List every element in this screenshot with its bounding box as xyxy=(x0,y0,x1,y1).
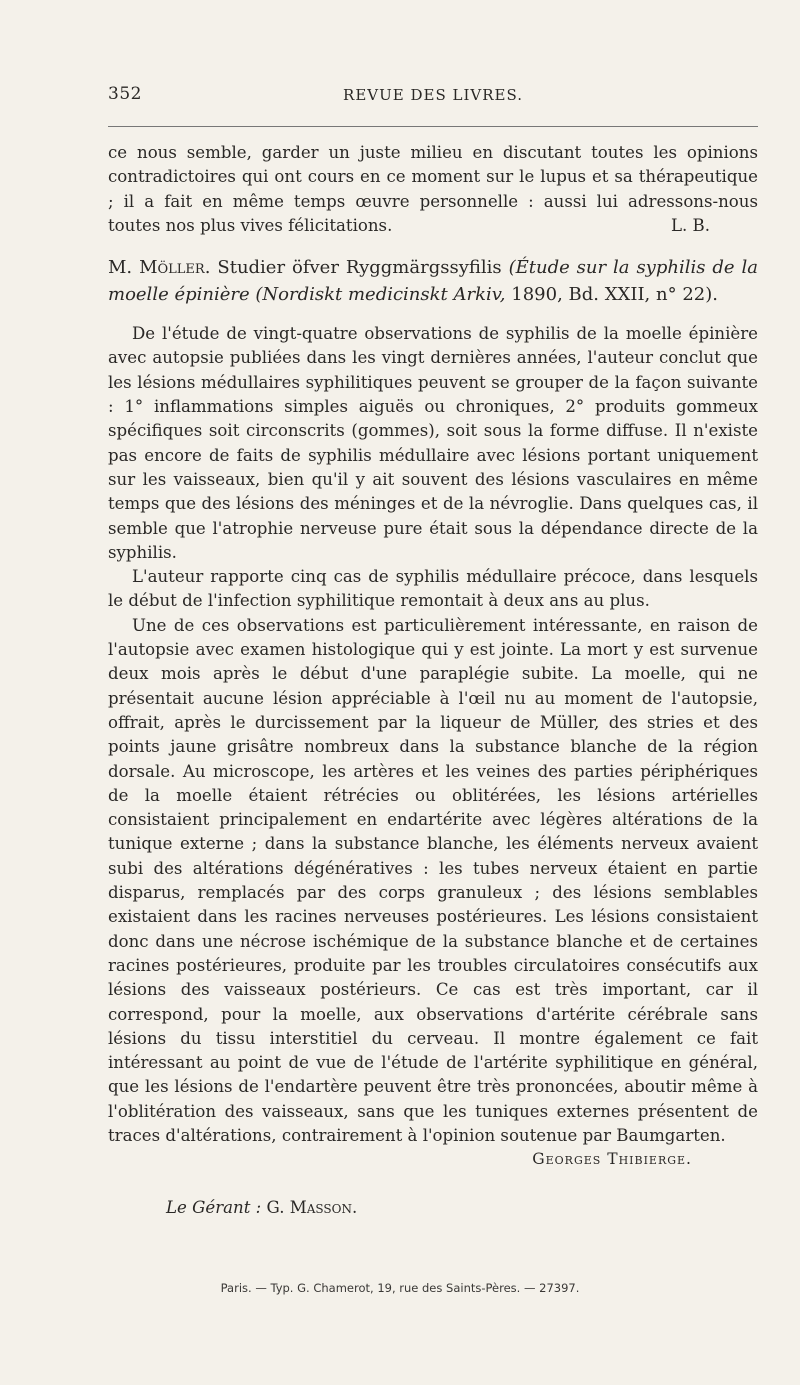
review-paragraph: L'auteur rapporte cinq cas de syphilis médullaire précoce, dans lesquels le début de l'infection syphilitique remontait à deux ans au plus. xyxy=(108,567,758,611)
previous-review-signature: L. B. xyxy=(670,215,710,235)
gerant-line xyxy=(166,1198,758,1217)
running-title: REVUE DES LIVRES. xyxy=(343,86,523,104)
review-paragraph: Une de ces observations est particulièrement intéressante, en raison de l'autopsie avec examen histologique qui y est jointe. La mort y est survenue deux mois après le début d'une paraplégie subite. La moelle, qui ne présentait aucune lésion appréciable à l'œil nu au moment de l'autopsie, offrait, après le durcissement par la liqueur de Müller, des stries et des points jaune grisâtre nombreux dans la substance blanche de la région dorsale. Au microscope, les artères et les veines des parties périphériques de la moelle étaient rétrécies ou oblitérées, les lésions artérielles consistaient principalement en endartérite avec légères altérations de la tunique externe ; dans la substance blanche, les éléments nerveux avaient subi des altérations dégénératives : les tubes nerveux étaient en partie disparus, remplacés par des corps granuleux ; des lésions semblables existaient dans les racines nerveuses postérieures. Les lésions consistaient donc dans une nécrose ischémique de la substance blanche et de certaines racines postérieures, produite par les troubles circulatoires consécutifs aux lésions des vaisseaux postérieurs. Ce cas est très important, car il correspond, pour la moelle, aux observations d'artérite cérébrale sans lésions du tissu interstitiel du cerveau. Il montre également ce fait intéressant au point de vue de l'étude de l'artérite syphilitique en général, que les lésions de l'endartère peuvent être très prononcées, aboutir même à l'oblitération des vaisseaux, sans que les tuniques externes présentent de traces d'altérations, contrairement à l'opinion soutenue par Baumgarten. xyxy=(108,615,758,1145)
running-header xyxy=(108,84,758,112)
previous-review-text: ce nous semble, garder un juste milieu en discutant toutes les opinions contradictoires qui ont cours en ce moment sur le lupus et sa thérapeutique ; il a fait en même temps œuvre personnelle : aussi lui adressons-nous toutes nos plus vives félicitations. xyxy=(108,143,758,235)
review-author: M. Möller. xyxy=(108,257,211,279)
review-source-details: 1890, Bd. XXII, n° 22). xyxy=(511,284,718,306)
review-body xyxy=(108,322,758,1148)
gerant-name: G. Masson. xyxy=(266,1198,358,1218)
review-translation: (Étude sur la syphilis de la moelle épinière xyxy=(108,257,758,306)
gerant-label: Le Gérant : xyxy=(166,1198,262,1218)
previous-review-closing xyxy=(108,141,758,238)
page-number: 352 xyxy=(108,84,142,104)
review-signature: Georges Thibierge. xyxy=(532,1150,692,1169)
review-heading xyxy=(108,254,758,308)
header-rule xyxy=(108,126,758,127)
review-paragraph: De l'étude de vingt-quatre observations de syphilis de la moelle épinière avec autopsie publiées dans les vingt dernières années, l'auteur conclut que les lésions médullaires syphilitiques peuvent se grouper de la façon suivante : 1° inflammations simples aiguës ou chroniques, 2° produits gommeux spécifiques soit circonscrits (gommes), soit sous la forme diffuse. Il n'existe pas encore de faits de syphilis médullaire avec lésions portant uniquement sur les vaisseaux, bien qu'il y ait souvent des lésions vasculaires en même temps que des lésions des méninges et de la névroglie. Dans quelques cas, il semble que l'atrophie nerveuse pure était sous la dépendance directe de la syphilis. xyxy=(108,324,758,562)
review-source-journal: (Nordiskt medicinskt Arkiv, xyxy=(255,284,506,306)
document-page xyxy=(108,84,758,1217)
review-title: Studier öfver Ryggmärgssyfilis xyxy=(217,257,502,279)
printer-imprint: Paris. — Typ. G. Chamerot, 19, rue des Saints-Pères. — 27397. xyxy=(220,1281,580,1295)
